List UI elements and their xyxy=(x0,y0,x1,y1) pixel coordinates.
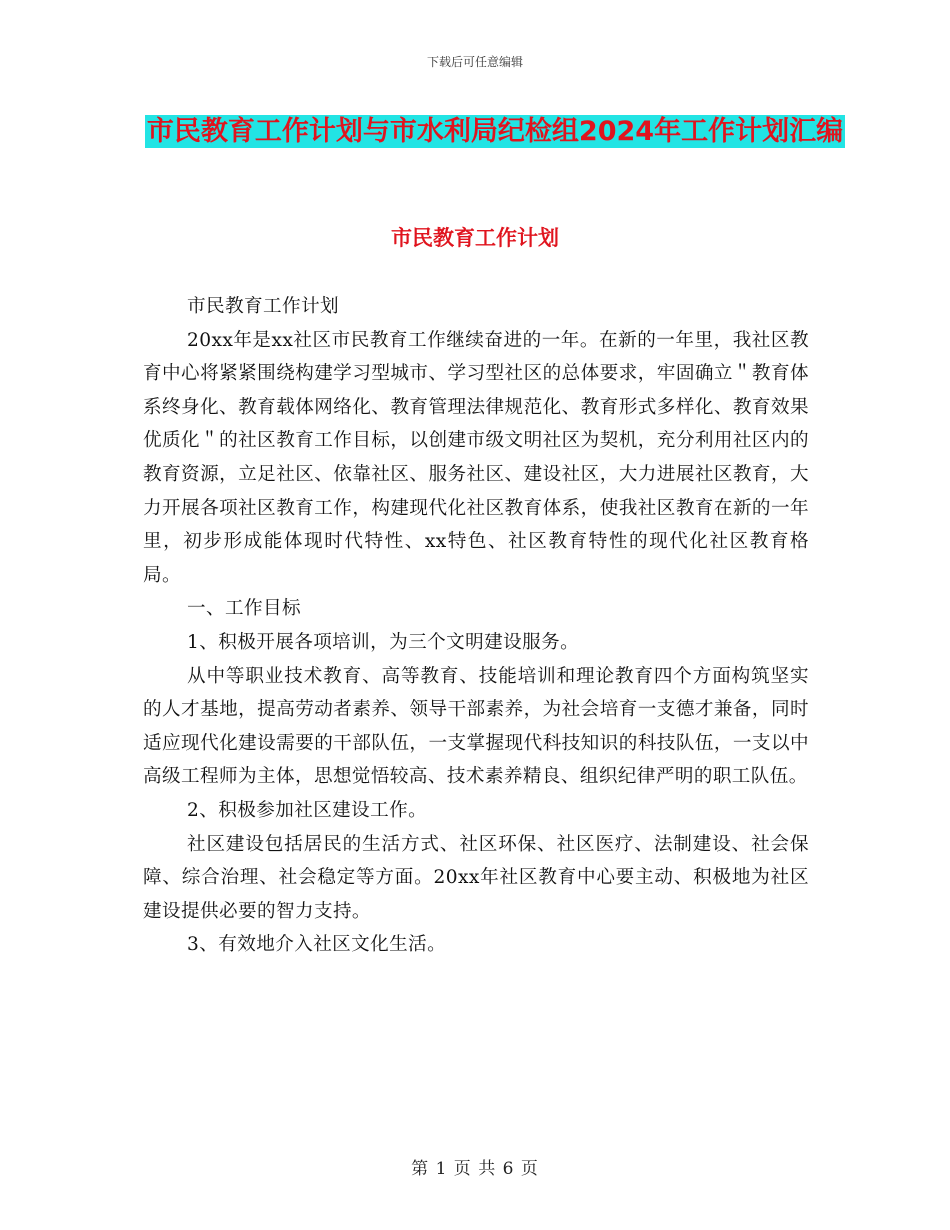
page-footer: 第 1 页 共 6 页 xyxy=(411,1159,539,1179)
header-note: 下载后可任意编辑 xyxy=(426,55,523,69)
goal-1-heading: 1、积极开展各项培训，为三个文明建设服务。 xyxy=(187,631,580,653)
paragraph-intro: 20xx年是xx社区市民教育工作继续奋进的一年。在新的一年里，我社区教育中心将紧紧围绕构建学习型城市、学习型社区的总体要求，牢固确立＂教育体系终身化、教育载体网络化、教育管理法律规范化、教育形式多样化、教育效果优质化＂的社区教育工作目标，以创建市级文明社区为契机，充分利用社区内的教育资源，立足社区、依靠社区、服务社区、建设社区，大力进展社区教育，大力开展各项社区教育工作，构建现代化社区教育体系，使我社区教育在新的一年里，初步形成能体现时代特性、xx特色、社区教育特性的现代化社区教育格局。 xyxy=(143,329,809,586)
goal-2-paragraph: 社区建设包括居民的生活方式、社区环保、社区医疗、法制建设、社会保障、综合治理、社会稳定等方面。20xx年社区教育中心要主动、积极地为社区建设提供必要的智力支持。 xyxy=(143,833,809,922)
document-body xyxy=(143,290,809,962)
paragraph-subtitle: 市民教育工作计划 xyxy=(187,296,339,317)
document-title-text: 市民教育工作计划与市水利局纪检组2024年工作计划汇编 xyxy=(146,116,844,147)
goal-2-heading: 2、积极参加社区建设工作。 xyxy=(187,799,428,821)
goal-3-heading: 3、有效地介入社区文化生活。 xyxy=(187,934,447,956)
goal-1-paragraph: 从中等职业技术教育、高等教育、技能培训和理论教育四个方面构筑坚实的人才基地，提高劳动者素养、领导干部素养，为社会培育一支德才兼备，同时适应现代化建设需要的干部队伍，一支掌握现代科技知识的科技队伍，一支以中高级工程师为主体，思想觉悟较高、技术素养精良、组织纪律严明的职工队伍。 xyxy=(143,665,809,788)
document-title xyxy=(140,110,850,154)
section-title: 市民教育工作计划 xyxy=(391,226,559,250)
heading-work-goals: 一、工作目标 xyxy=(187,598,301,620)
